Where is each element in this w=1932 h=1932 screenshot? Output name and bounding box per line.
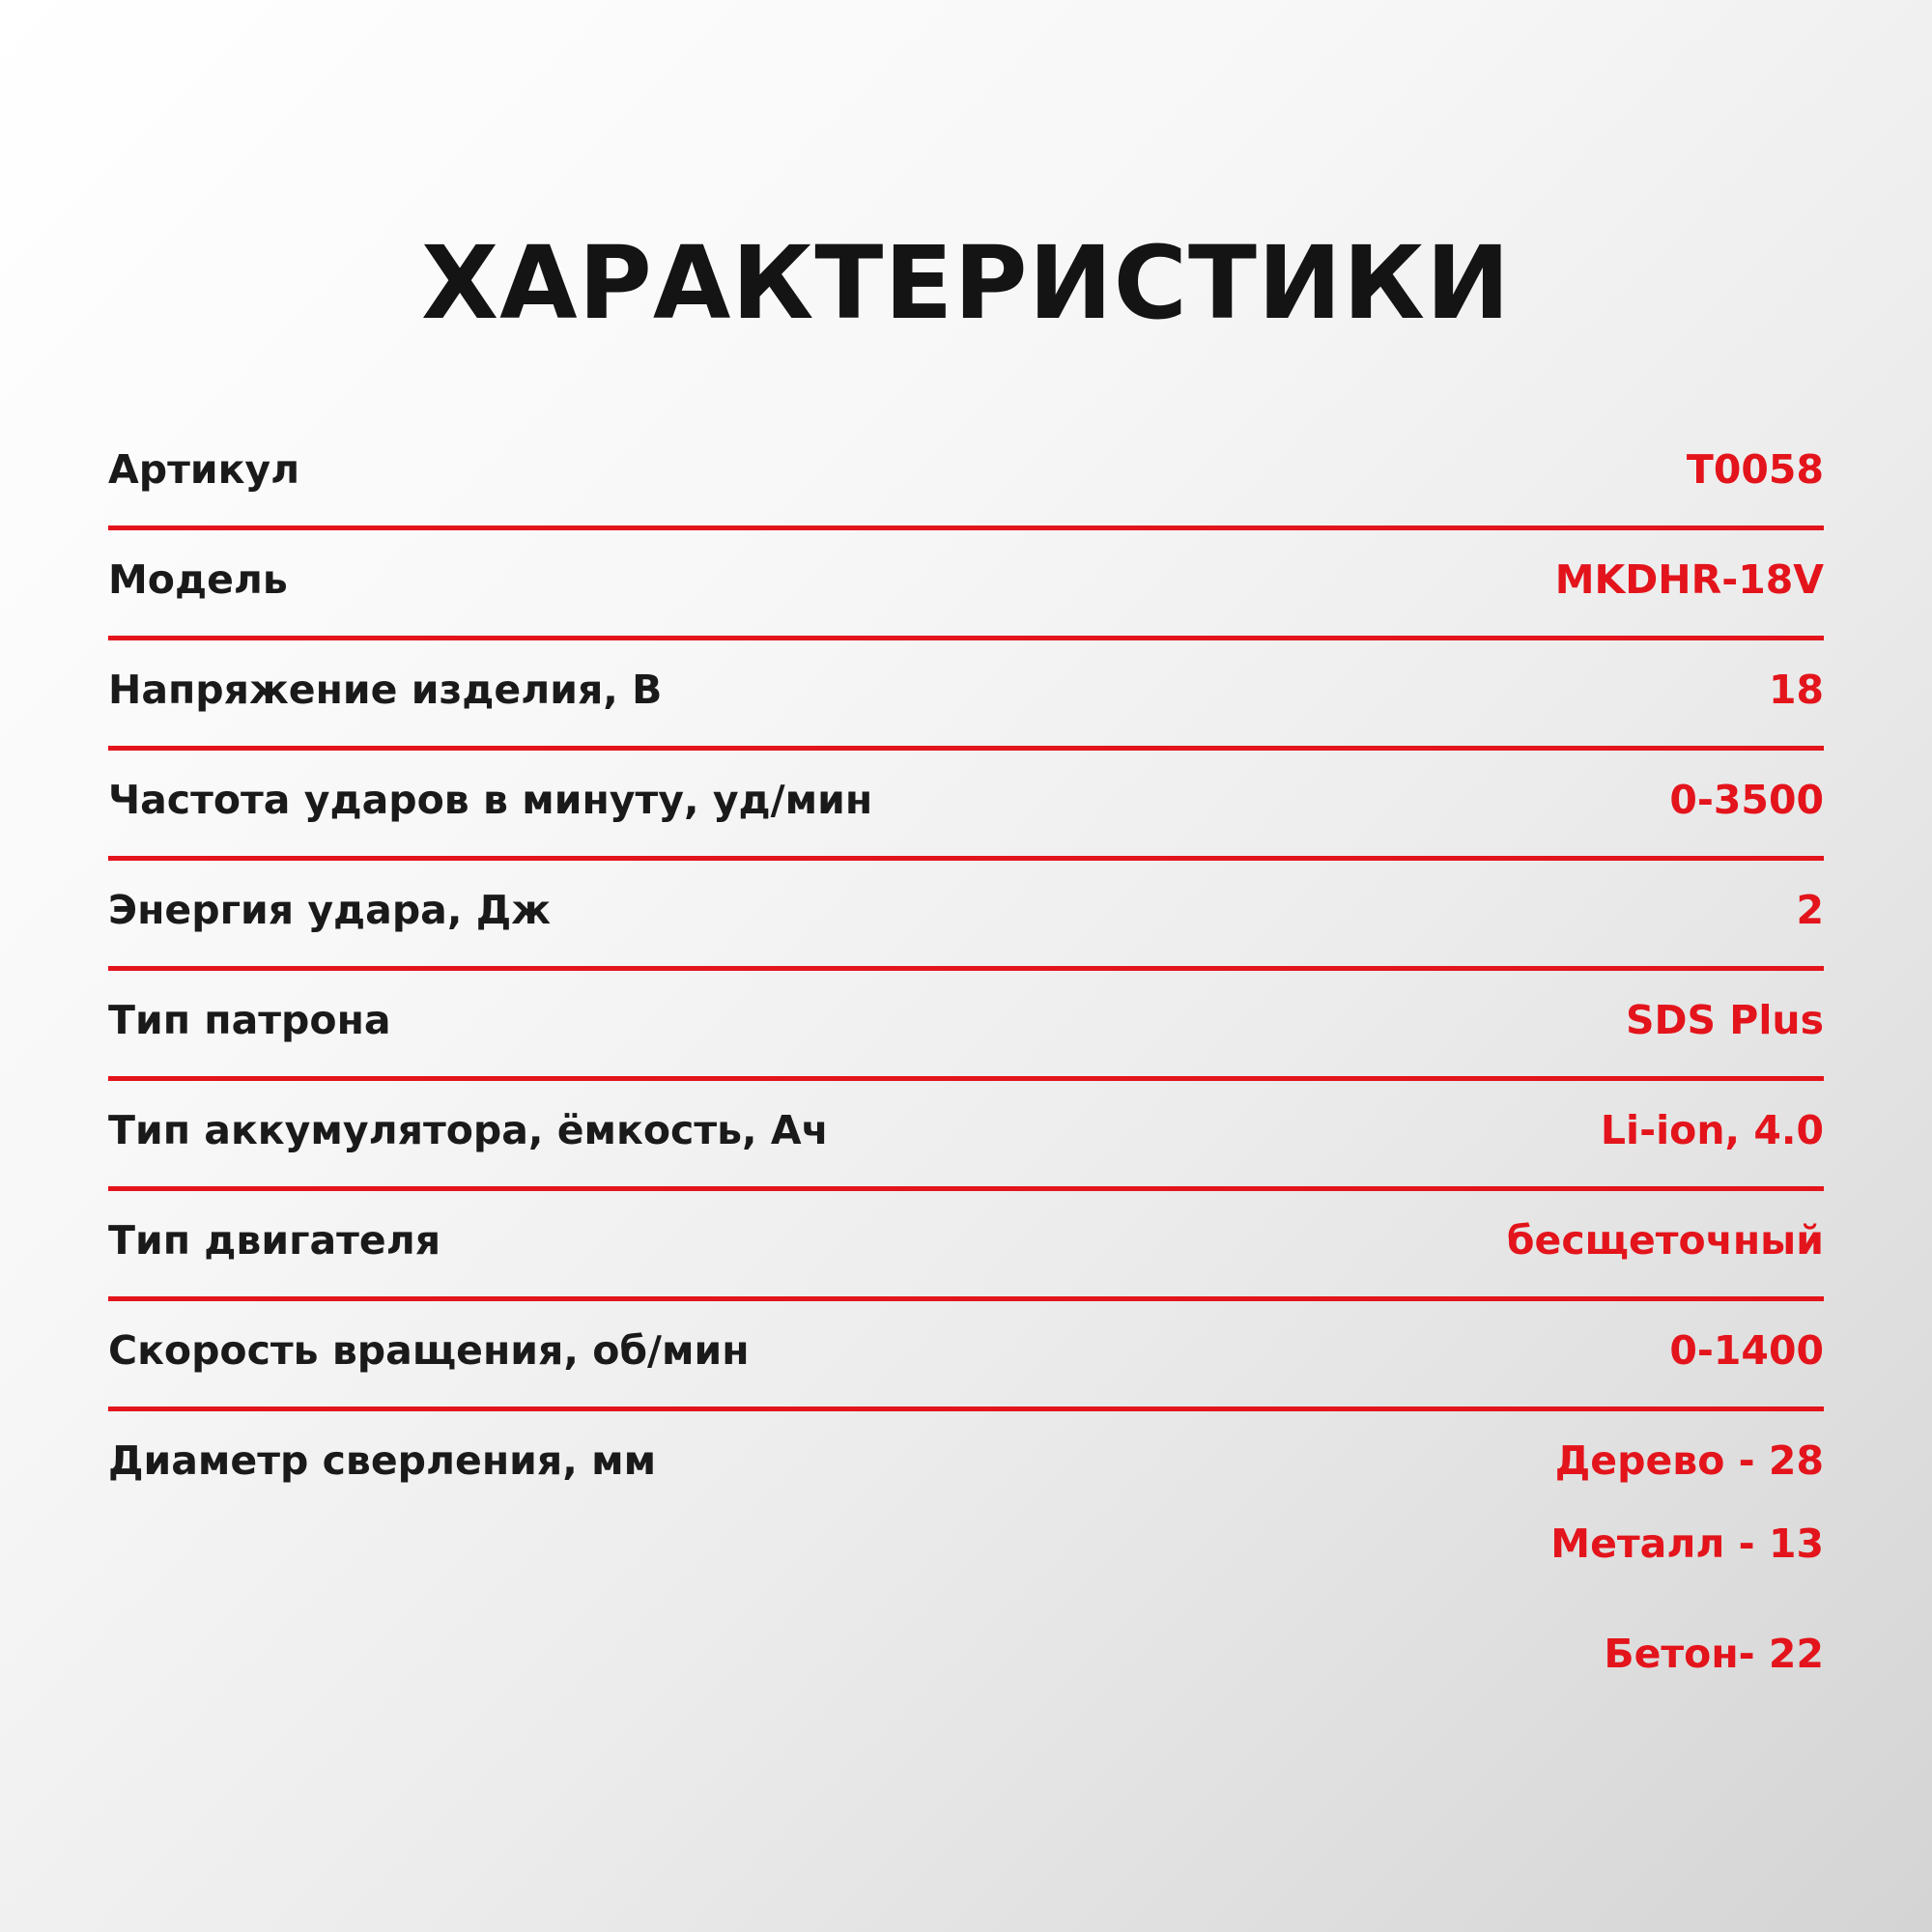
spec-label: Энергия удара, Дж (108, 887, 552, 933)
spec-label: Тип аккумулятора, ёмкость, Ач (108, 1107, 829, 1153)
row-divider (108, 1076, 1824, 1081)
spec-table (108, 421, 1824, 1522)
spec-label: Скорость вращения, об/мин (108, 1327, 750, 1374)
spec-label: Тип двигателя (108, 1217, 441, 1264)
spec-value-concrete: Бетон- 22 (1604, 1631, 1824, 1677)
row-divider (108, 966, 1824, 971)
spec-value: T0058 (1686, 446, 1824, 493)
spec-row-model (108, 531, 1824, 641)
spec-row-impact-rate (108, 752, 1824, 862)
spec-row-impact-energy (108, 862, 1824, 972)
spec-label: Артикул (108, 446, 300, 493)
spec-value: 0-1400 (1669, 1327, 1824, 1374)
row-divider (108, 1186, 1824, 1191)
spec-value: Li-ion, 4.0 (1600, 1107, 1824, 1153)
row-divider (108, 526, 1824, 530)
spec-label: Диаметр сверления, мм (108, 1437, 657, 1484)
row-divider (108, 1406, 1824, 1411)
spec-row-motor (108, 1192, 1824, 1302)
drilling-diameter-extra (1051, 1519, 1824, 1739)
spec-row-drilling-diameter (108, 1412, 1824, 1522)
spec-row-voltage (108, 641, 1824, 752)
spec-row-rotation-speed (108, 1302, 1824, 1412)
spec-row-battery (108, 1082, 1824, 1192)
spec-label: Напряжение изделия, В (108, 667, 663, 713)
row-divider (108, 746, 1824, 751)
spec-row-article (108, 421, 1824, 531)
spec-value: SDS Plus (1625, 997, 1824, 1043)
row-divider (108, 856, 1824, 861)
spec-row-chuck-type (108, 972, 1824, 1082)
row-divider (108, 1296, 1824, 1301)
page-title: ХАРАКТЕРИСТИКИ (421, 224, 1511, 342)
spec-value: 18 (1768, 667, 1824, 713)
spec-label: Частота ударов в минуту, уд/мин (108, 777, 873, 823)
spec-value: MKDHR-18V (1554, 556, 1824, 603)
spec-value: 2 (1796, 887, 1824, 933)
spec-label: Тип патрона (108, 997, 391, 1043)
spec-value: бесщеточный (1506, 1217, 1824, 1264)
spec-value-metal: Металл - 13 (1550, 1520, 1824, 1567)
spec-value: 0-3500 (1669, 777, 1824, 823)
spec-value: Дерево - 28 (1554, 1437, 1824, 1484)
spec-label: Модель (108, 556, 288, 603)
row-divider (108, 636, 1824, 640)
